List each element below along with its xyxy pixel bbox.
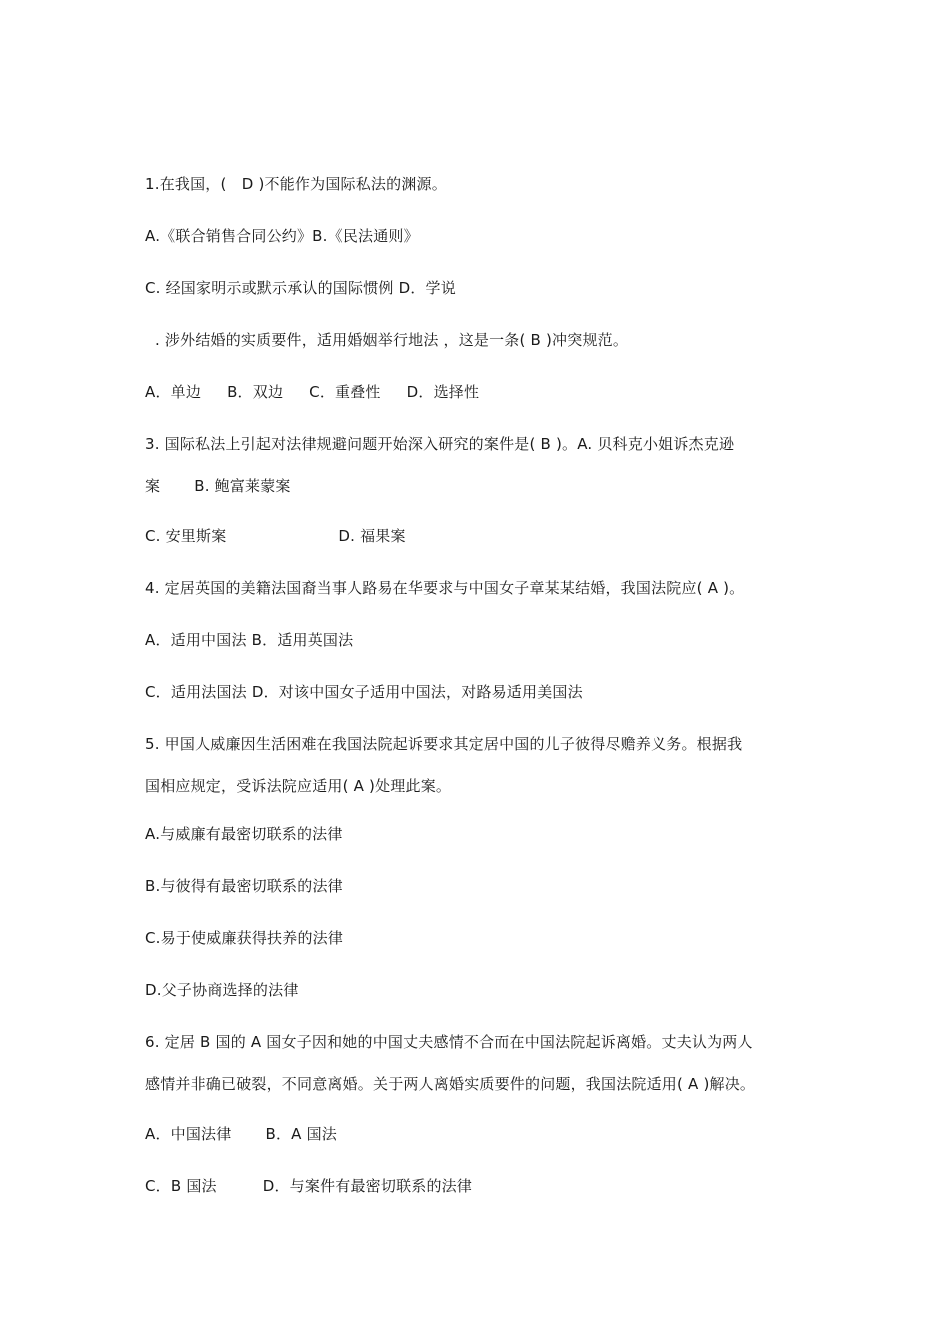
question-5-stem-line-2: 国相应规定，受诉法院应适用( A )处理此案。 [145,777,452,795]
question-1-options-ab: A.《联合销售合同公约》B.《民法通则》 [145,227,419,245]
question-5-stem-line-1: 5. 甲国人威廉因生活困难在我国法院起诉要求其定居中国的儿子彼得尽赡养义务。根据我 [145,735,743,753]
option-a: A．中国法律 [145,1125,232,1143]
question-6-stem-line-1: 6. 定居 B 国的 A 国女子因和她的中国丈夫感情不合而在中国法院起诉离婚。丈夫认为两人 [145,1033,753,1051]
question-5-option-c: C.易于使威廉获得扶养的法律 [145,929,344,947]
question-1-options-cd: C. 经国家明示或默示承认的国际惯例 D．学说 [145,279,456,297]
question-4-options-cd: C．适用法国法 D．对该中国女子适用中国法，对路易适用美国法 [145,683,583,701]
question-1-stem: 1.在我国，( D )不能作为国际私法的渊源。 [145,175,447,193]
option-b: B. 鲍富莱蒙案 [194,477,291,495]
question-5-option-a: A.与威廉有最密切联系的法律 [145,825,343,843]
option-d: D. 福果案 [338,527,406,545]
option-c: C．重叠性 [309,383,381,401]
question-6-options-ab [145,1124,830,1144]
option-d: D．与案件有最密切联系的法律 [262,1177,473,1195]
question-4-stem: 4. 定居英国的美籍法国裔当事人路易在华要求与中国女子章某某结婚，我国法院应( A )。 [145,579,745,597]
question-2-stem: . 涉外结婚的实质要件，适用婚姻举行地法 ，这是一条( B )冲突规范。 [155,331,629,349]
question-5-option-d: D.父子协商选择的法律 [145,981,299,999]
option-b: B．双边 [227,383,284,401]
question-6-options-cd [145,1176,830,1196]
option-d: D．选择性 [406,383,480,401]
question-3-options-ab [145,476,830,496]
question-5-option-b: B.与彼得有最密切联系的法律 [145,877,343,895]
question-2-options [145,382,830,402]
question-6-stem-line-2: 感情并非确已破裂，不同意离婚。关于两人离婚实质要件的问题，我国法院适用( A )解决。 [145,1075,756,1093]
option-b: B．A 国法 [265,1125,337,1143]
option-c: C．B 国法 [145,1177,217,1195]
option-c: C. 安里斯案 [145,527,227,545]
question-4-options-ab: A．适用中国法 B．适用英国法 [145,631,354,649]
option-a: A．单边 [145,383,202,401]
question-3-options-cd [145,526,830,546]
option-a-tail: 案 [145,477,161,495]
question-3-stem: 3. 国际私法上引起对法律规避问题开始深入研究的案件是( B )。A. 贝科克小姐诉杰克逊 [145,435,735,453]
